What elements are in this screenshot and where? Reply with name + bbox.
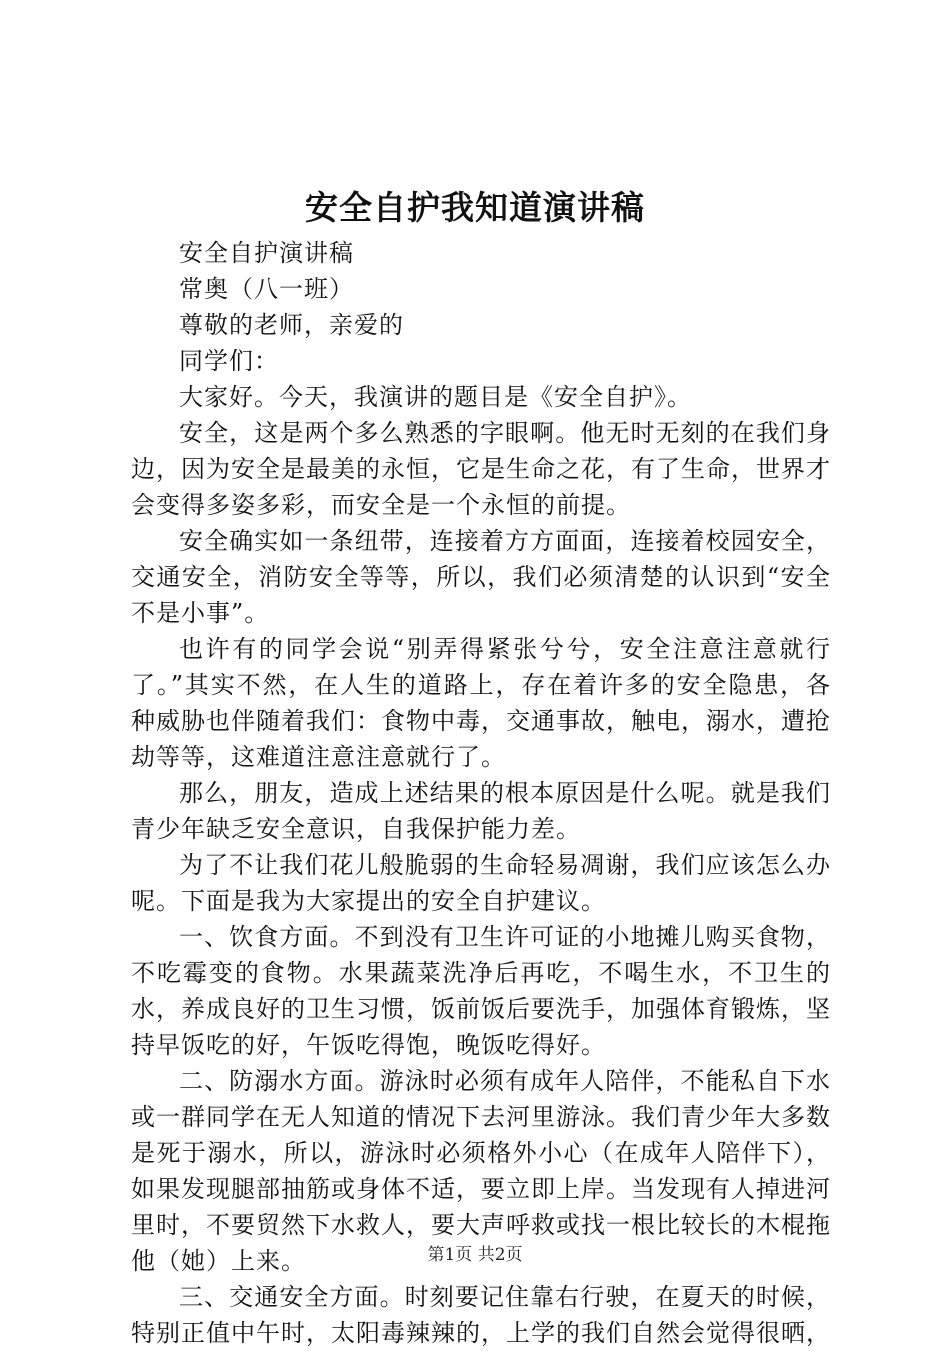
document-body — [131, 235, 831, 1351]
document-title: 安全自护我知道演讲稿 — [305, 188, 645, 227]
paragraph-traffic-advice: 三、交通安全方面。时刻要记住靠右行驶，在夏天的时候，特别正值中午时，太阳毒辣辣的，上学的我们自然会觉得很晒， — [131, 1283, 831, 1347]
paragraph-salutation: 尊敬的老师，亲爱的 — [179, 311, 404, 339]
paragraph-greeting: 大家好。今天，我演讲的题目是《安全自护》。 — [179, 383, 692, 411]
paragraph-body: 安全，这是两个多么熟悉的字眼啊。他无时无刻的在我们身边，因为安全是最美的永恒，它是生命之花，有了生命，世界才会变得多姿多彩，而安全是一个永恒的前提。 — [131, 419, 831, 519]
paragraph-salutation-cont: 同学们： — [179, 347, 279, 375]
paragraph-body: 也许有的同学会说“别弄得紧张兮兮，安全注意注意就行了。”其实不然，在人生的道路上，存在着许多的安全隐患，各种威胁也伴随着我们：食物中毒，交通事故，触电，溺水，遭抢劫等等，这难道注意注意就行了。 — [131, 635, 831, 771]
paragraph-author: 常奥（八一班） — [179, 275, 354, 303]
paragraph-speech-label: 安全自护演讲稿 — [179, 239, 354, 267]
page-footer: 第1页 共2页 — [427, 1245, 523, 1265]
paragraph-body: 那么，朋友，造成上述结果的根本原因是什么呢。就是我们青少年缺乏安全意识，自我保护能力差。 — [131, 779, 831, 843]
paragraph-body: 为了不让我们花儿般脆弱的生命轻易凋谢，我们应该怎么办呢。下面是我为大家提出的安全自护建议。 — [131, 851, 831, 915]
paragraph-body: 安全确实如一条纽带，连接着方方面面，连接着校园安全，交通安全，消防安全等等，所以，我们必须清楚的认识到“安全不是小事”。 — [131, 527, 831, 627]
paragraph-drowning-advice: 二、防溺水方面。游泳时必须有成年人陪伴，不能私自下水或一群同学在无人知道的情况下去河里游泳。我们青少年大多数是死于溺水，所以，游泳时必须格外小心（在成年人陪伴下），如果发现腿部抽筋或身体不适，要立即上岸。当发现有人掉进河里时，不要贸然下水救人，要大声呼救或找一根比较长的木棍拖他（她）上来。 — [131, 1067, 831, 1275]
paragraph-diet-advice: 一、饮食方面。不到没有卫生许可证的小地摊儿购买食物，不吃霉变的食物。水果蔬菜洗净后再吃，不喝生水，不卫生的水，养成良好的卫生习惯，饭前饭后要洗手，加强体育锻炼，坚持早饭吃的好，午饭吃得饱，晚饭吃得好。 — [131, 923, 831, 1059]
